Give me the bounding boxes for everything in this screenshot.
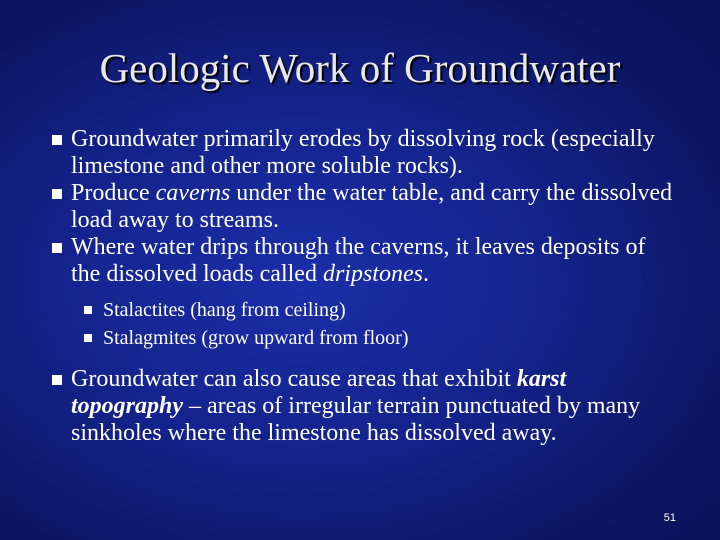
bullet-item xyxy=(50,126,680,180)
bullet-text: . xyxy=(422,261,429,287)
square-bullet-icon xyxy=(52,189,62,199)
bullet-item xyxy=(50,234,680,288)
bullet-text: Groundwater primarily erodes by dissolving rock (especially limestone and other more soluble rocks). xyxy=(71,126,655,179)
bullet-list xyxy=(50,126,680,447)
bullet-text: – areas of irregular terrain punctuated by many sinkholes where the limestone has dissolved away. xyxy=(71,393,641,446)
bullet-item xyxy=(50,366,680,447)
square-bullet-icon xyxy=(84,334,92,342)
square-bullet-icon xyxy=(84,306,92,314)
page-number: 51 xyxy=(663,512,676,524)
bullet-item xyxy=(50,180,680,234)
square-bullet-icon xyxy=(52,375,62,385)
square-bullet-icon xyxy=(52,135,62,145)
bullet-text: Where water drips through the caverns, it leaves deposits of the dissolved loads called xyxy=(71,234,646,287)
sub-bullet-text: Stalactites (hang from ceiling) xyxy=(103,299,346,321)
bullet-text: Produce xyxy=(71,180,156,206)
slide-title: Geologic Work of Groundwater xyxy=(99,45,621,91)
sub-bullet-text: Stalagmites (grow upward from floor) xyxy=(103,327,409,349)
square-bullet-icon xyxy=(52,243,62,253)
emphasis-text: caverns xyxy=(155,180,231,206)
bullet-text: under the water table, and carry the dissolved load away to streams. xyxy=(71,180,673,233)
sub-bullet-item xyxy=(50,324,680,352)
emphasis-text: dripstones xyxy=(322,261,423,287)
sub-bullet-item xyxy=(50,296,680,324)
bullet-text: Groundwater can also cause areas that exhibit xyxy=(71,366,517,392)
sub-bullet-list xyxy=(50,296,680,352)
emphasis-text: karst topography xyxy=(71,366,567,419)
